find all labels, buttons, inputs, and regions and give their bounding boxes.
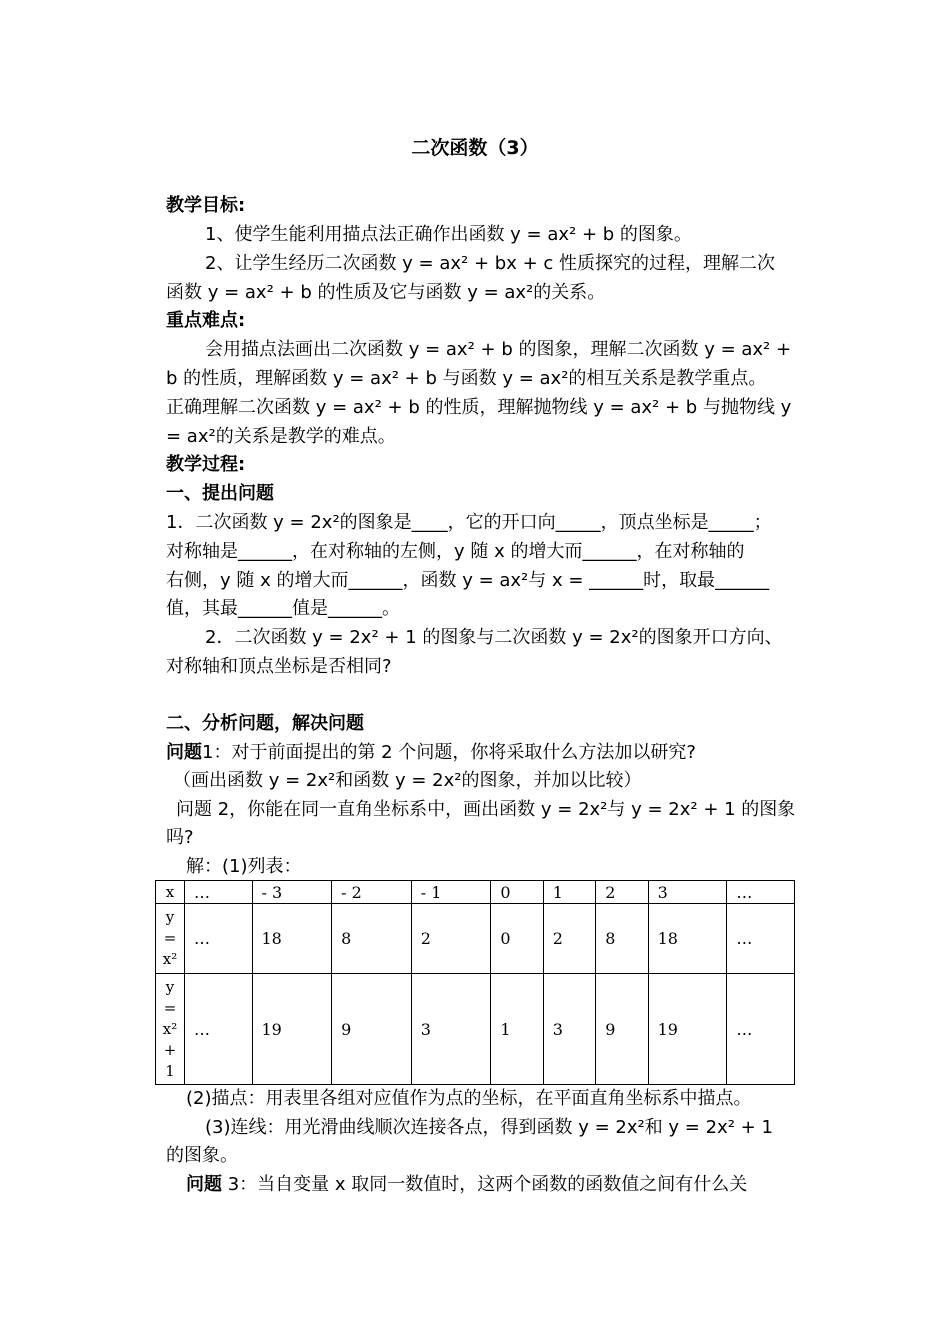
goal-2-line-1: 2、让学生经历二次函数 y = ax² + bx + c 性质探究的过程，理解二次 [205, 253, 775, 274]
solution-step-1: 解：(1)列表： [186, 856, 302, 877]
table-cell: 0 [491, 881, 543, 904]
table-cell: 3 [411, 974, 491, 1085]
problem-1 [166, 738, 696, 767]
table-cell: 2 [411, 904, 491, 974]
table-cell: … [185, 881, 253, 904]
table-cell: … [185, 904, 253, 974]
part-1-heading: 一、提出问题 [166, 483, 274, 504]
key-points-line-1: 会用描点法画出二次函数 y = ax² + b 的图象，理解二次函数 y = ax² + [205, 339, 792, 360]
key-points-line-3: 正确理解二次函数 y = ax² + b 的性质，理解抛物线 y = ax² + b 与抛物线 y [166, 397, 792, 418]
table-row-y-eq-x2 [156, 904, 795, 974]
table-cell: 9 [596, 974, 648, 1085]
goal-2-line-2: 函数 y = ax² + b 的性质及它与函数 y = ax²的关系。 [166, 282, 606, 303]
problem-3 [186, 1170, 747, 1199]
key-points-line-4: = ax²的关系是教学的难点。 [166, 426, 396, 447]
problem-3-label: 问题 [186, 1174, 222, 1195]
table-cell: 19 [648, 974, 727, 1085]
table-cell: 0 [491, 904, 543, 974]
question-1-line-1: 1．二次函数 y = 2x²的图象是____，它的开口向_____，顶点坐标是_____； [166, 512, 772, 533]
problem-1-label: 问题 [166, 742, 202, 763]
table-cell: 8 [596, 904, 648, 974]
key-points-heading: 重点难点: [166, 310, 246, 331]
question-2-line-2: 对称轴和顶点坐标是否相同? [166, 656, 392, 677]
document-title: 二次函数（3） [411, 137, 539, 159]
table-cell: 2 [543, 904, 595, 974]
process-heading: 教学过程: [166, 454, 246, 475]
problem-2-line-2: 吗? [166, 827, 194, 848]
problem-1-hint: （画出函数 y = 2x²和函数 y = 2x²的图象，并加以比较） [173, 770, 642, 791]
table-cell: 2 [596, 881, 648, 904]
goals-heading: 教学目标: [166, 195, 246, 216]
table-cell: … [185, 974, 253, 1085]
table-cell: 1 [543, 881, 595, 904]
question-2-line-1: 2．二次函数 y = 2x² + 1 的图象与二次函数 y = 2x²的图象开口方向、 [205, 627, 783, 648]
table-cell: 18 [648, 904, 727, 974]
solution-step-3-line-2: 的图象。 [166, 1145, 238, 1166]
table-cell: - 3 [252, 881, 332, 904]
table-cell: … [727, 904, 795, 974]
key-points-line-2: b 的性质，理解函数 y = ax² + b 与函数 y = ax²的相互关系是教学重点。 [166, 368, 767, 389]
row-label-x: x [156, 881, 185, 904]
table-cell: - 2 [332, 881, 412, 904]
table-cell: … [727, 974, 795, 1085]
table-cell: 18 [252, 904, 332, 974]
solution-step-3-line-1: (3)连线：用光滑曲线顺次连接各点，得到函数 y = 2x²和 y = 2x² + 1 [205, 1117, 773, 1138]
value-table [155, 880, 795, 1085]
table-row-y-eq-x2-plus-1 [156, 974, 795, 1085]
part-2-heading: 二、分析问题，解决问题 [166, 713, 364, 734]
table-cell: - 1 [411, 881, 491, 904]
problem-1-text: 1：对于前面提出的第 2 个问题，你将采取什么方法加以研究? [202, 742, 696, 763]
table-cell: 19 [252, 974, 332, 1085]
table-cell: … [727, 881, 795, 904]
question-1-line-4: 值，其最______值是______。 [166, 598, 400, 619]
table-cell: 9 [332, 974, 412, 1085]
table-row-x [156, 881, 795, 904]
row-label-y-eq-x2: y = x² [156, 904, 185, 974]
table-cell: 3 [543, 974, 595, 1085]
question-1-line-3: 右侧，y 随 x 的增大而______，函数 y = ax²与 x = ______时，取最______ [166, 570, 770, 591]
problem-2-line-1: 问题 2，你能在同一直角坐标系中，画出函数 y = 2x²与 y = 2x² + 1 的图象 [176, 799, 796, 820]
solution-step-2: (2)描点：用表里各组对应值作为点的坐标，在平面直角坐标系中描点。 [186, 1088, 752, 1109]
row-label-y-eq-x2-plus-1: y = x² + 1 [156, 974, 185, 1085]
table-cell: 1 [491, 974, 543, 1085]
problem-3-text: 3：当自变量 x 取同一数值时，这两个函数的函数值之间有什么关 [222, 1174, 748, 1195]
table-cell: 3 [648, 881, 727, 904]
question-1-line-2: 对称轴是______，在对称轴的左侧，y 随 x 的增大而______，在对称轴的 [166, 541, 745, 562]
table-cell: 8 [332, 904, 412, 974]
goal-1: 1、使学生能利用描点法正确作出函数 y = ax² + b 的图象。 [205, 224, 692, 245]
